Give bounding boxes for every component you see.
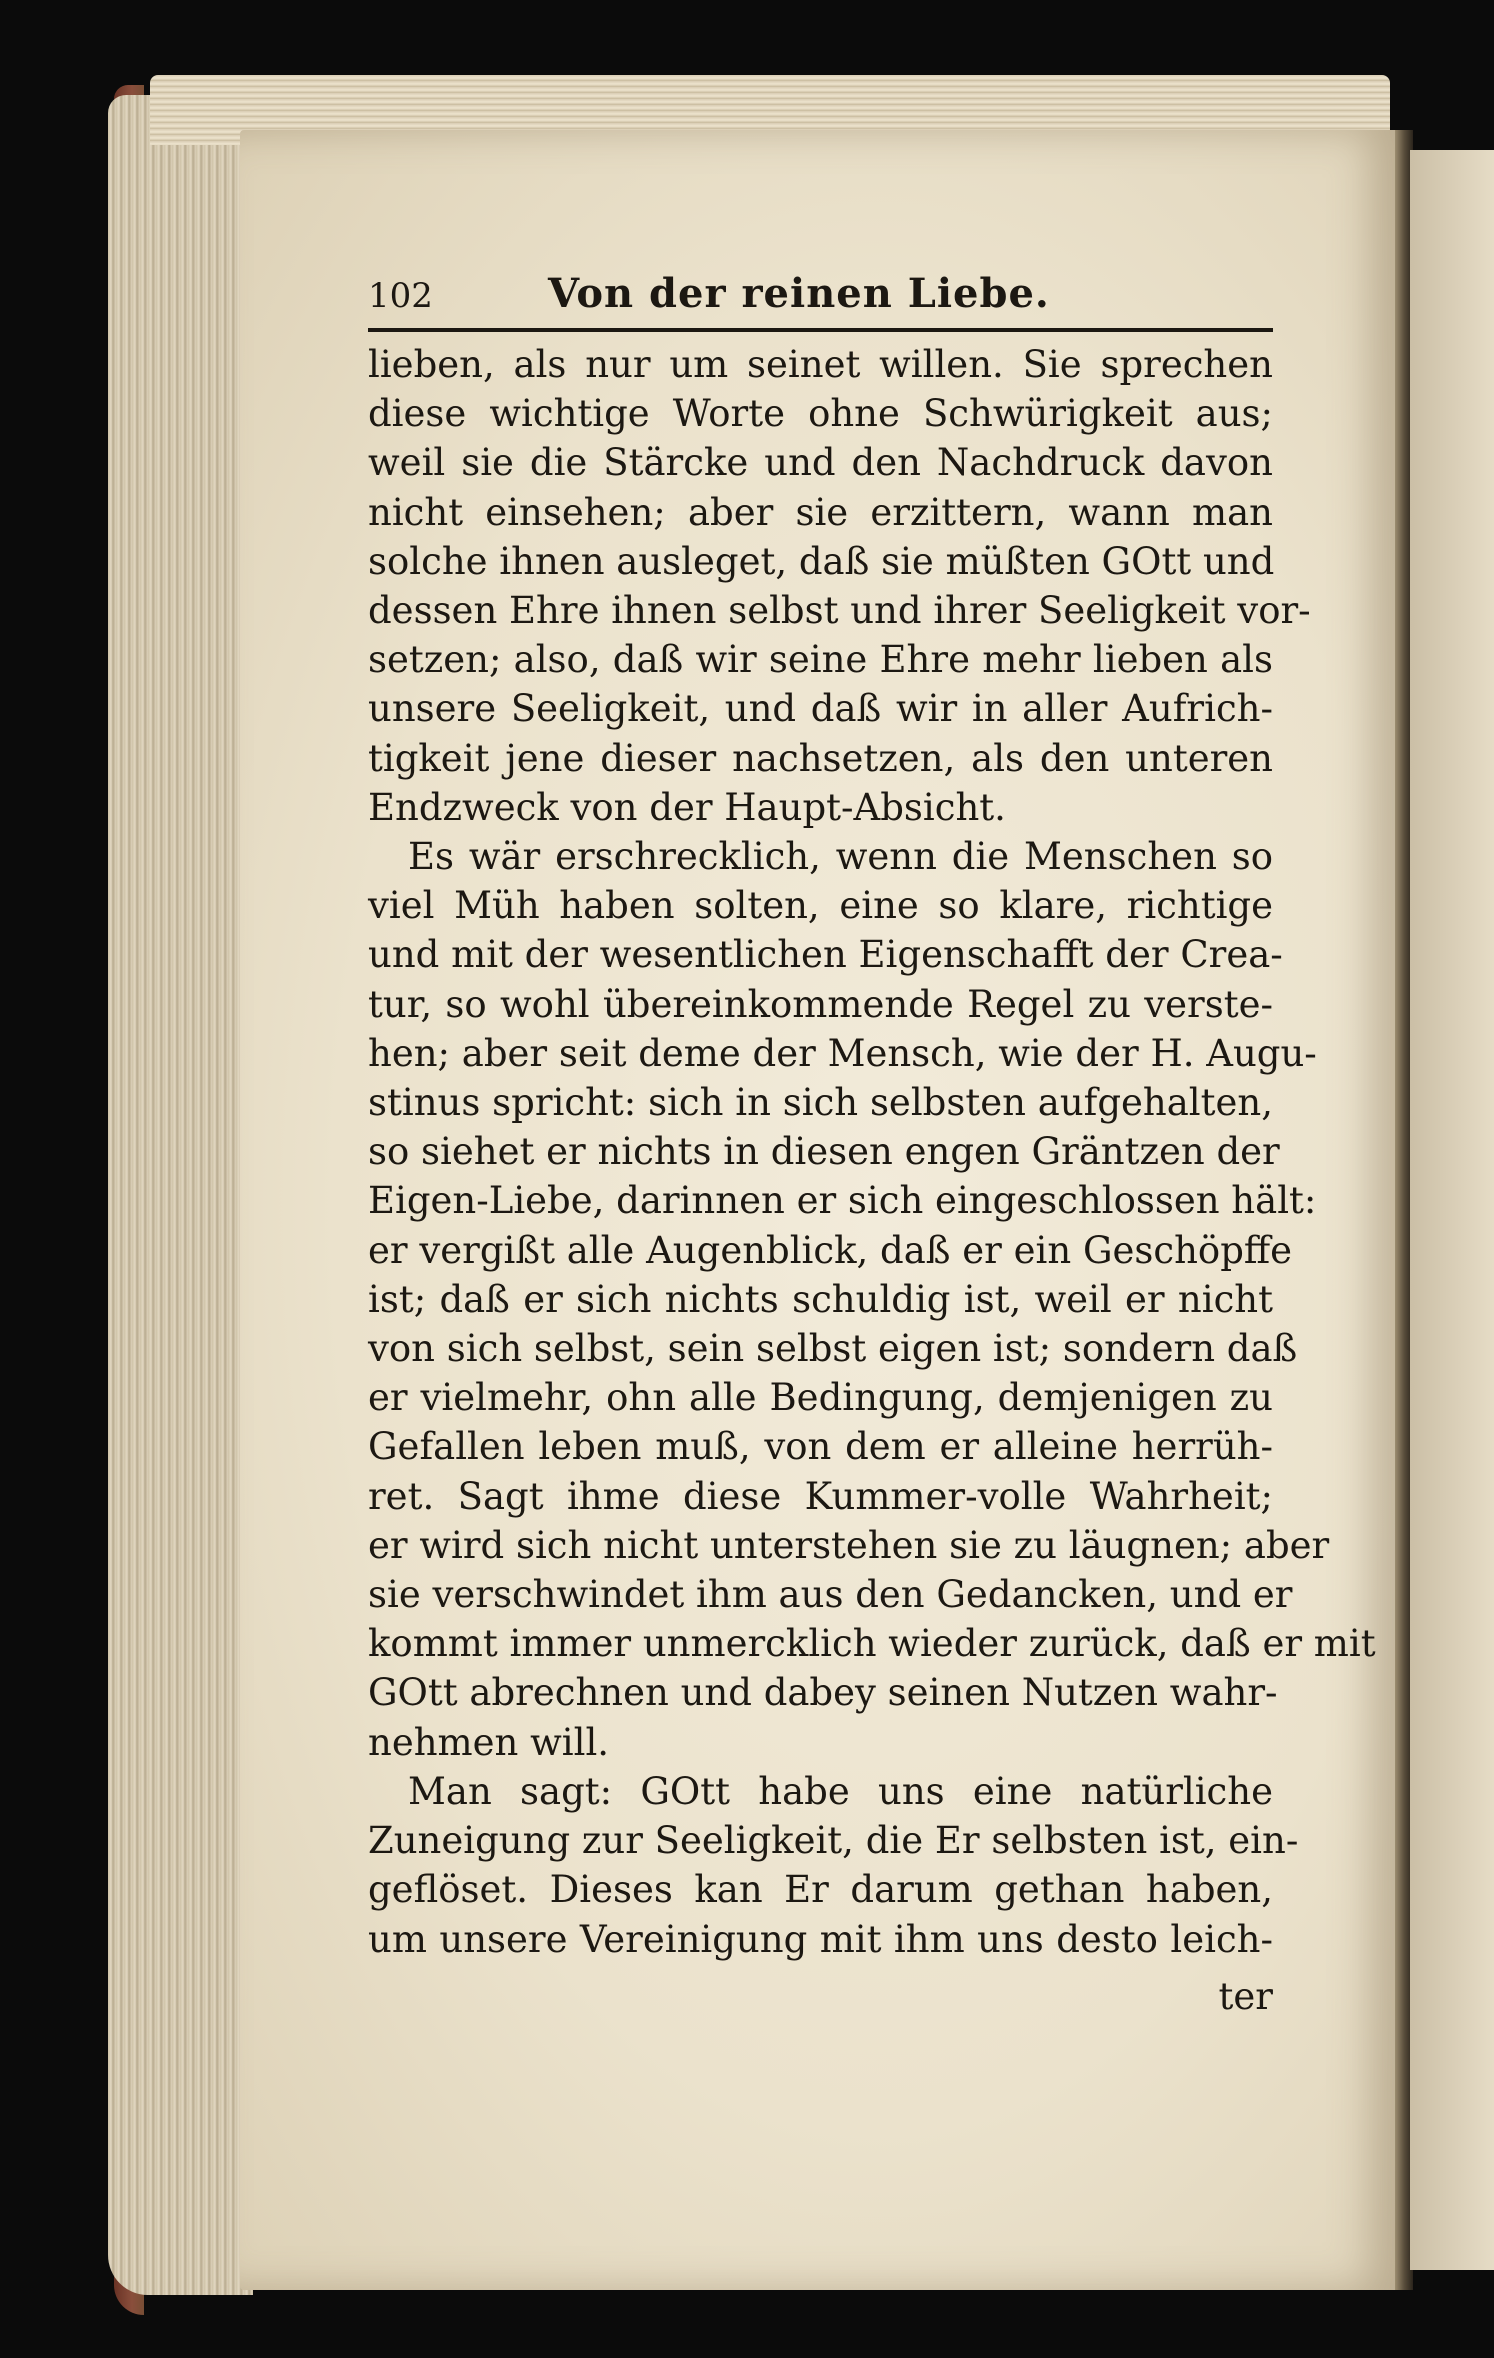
text-line: hen; aber seit deme der Mensch, wie der H. Augu- (368, 1031, 1317, 1075)
text-line: sie verschwindet ihm aus den Gedancken, und er (368, 1573, 1293, 1617)
running-title: Von der reinen Liebe. (548, 270, 1050, 317)
page-number: 102 (368, 276, 433, 316)
text-line: solche ihnen ausleget, daß sie müßten GOtt und (368, 539, 1275, 583)
text-line: er vielmehr, ohn alle Bedingung, demjenigen zu (368, 1376, 1273, 1420)
text-line: unsere Seeligkeit, und daß wir in aller Aufrich- (368, 687, 1273, 731)
text-line: weil sie die Stärcke und den Nachdruck davon (368, 441, 1273, 485)
text-line: ret. Sagt ihme diese Kummer-volle Wahrheit; (368, 1474, 1273, 1518)
text-line: diese wichtige Worte ohne Schwürigkeit aus; (368, 392, 1273, 436)
text-line: tigkeit jene dieser nachsetzen, als den unteren (368, 736, 1273, 780)
text-line: und mit der wesentlichen Eigenschafft der Crea- (368, 933, 1283, 977)
header-rule (368, 328, 1273, 332)
text-line: Endzweck von der Haupt-Absicht. (368, 785, 1006, 829)
text-line: ist; daß er sich nichts schuldig ist, weil er nicht (368, 1277, 1273, 1321)
catchword: ter (1218, 1974, 1273, 2018)
text-line: kommt immer unmercklich wieder zurück, daß er mit (368, 1622, 1376, 1666)
page-header (368, 270, 1308, 320)
text-line: um unsere Vereinigung mit ihm uns desto leich- (368, 1917, 1273, 1961)
text-line: tur, so wohl übereinkommende Regel zu verste- (368, 982, 1273, 1026)
text-line: Gefallen leben muß, von dem er alleine herrüh- (368, 1425, 1273, 1469)
text-line: nehmen will. (368, 1720, 610, 1764)
text-line: GOtt abrechnen und dabey seinen Nutzen wahr- (368, 1671, 1278, 1715)
text-line: nicht einsehen; aber sie erzittern, wann man (368, 490, 1273, 534)
text-line: stinus spricht: sich in sich selbsten aufgehalten, (368, 1081, 1273, 1125)
facing-page-edge (1410, 150, 1494, 2270)
text-line: Zuneigung zur Seeligkeit, die Er selbsten ist, ein- (368, 1819, 1299, 1863)
text-line: so siehet er nichts in diesen engen Gräntzen der (368, 1130, 1280, 1174)
text-line: Eigen-Liebe, darinnen er sich eingeschlossen hält: (368, 1179, 1317, 1223)
text-line: er wird sich nicht unterstehen sie zu läugnen; aber (368, 1523, 1330, 1567)
text-line: dessen Ehre ihnen selbst und ihrer Seeligkeit vor- (368, 589, 1311, 633)
page-content (368, 270, 1376, 2021)
text-line: er vergißt alle Augenblick, daß er ein Geschöpffe (368, 1228, 1293, 1272)
text-line: Man sagt: GOtt habe uns eine natürliche (408, 1769, 1273, 1813)
text-line: von sich selbst, sein selbst eigen ist; sondern daß (368, 1327, 1298, 1371)
text-line: viel Müh haben solten, eine so klare, richtige (368, 884, 1273, 928)
text-line: geflöset. Dieses kan Er darum gethan haben, (368, 1868, 1273, 1912)
text-body (368, 340, 1376, 1964)
page-stack-edges (108, 95, 253, 2295)
text-line: Es wär erschrecklich, wenn die Menschen so (408, 835, 1273, 879)
text-line: lieben, als nur um seinet willen. Sie sprechen (368, 343, 1273, 386)
text-line: setzen; also, daß wir seine Ehre mehr lieben als (368, 638, 1273, 682)
